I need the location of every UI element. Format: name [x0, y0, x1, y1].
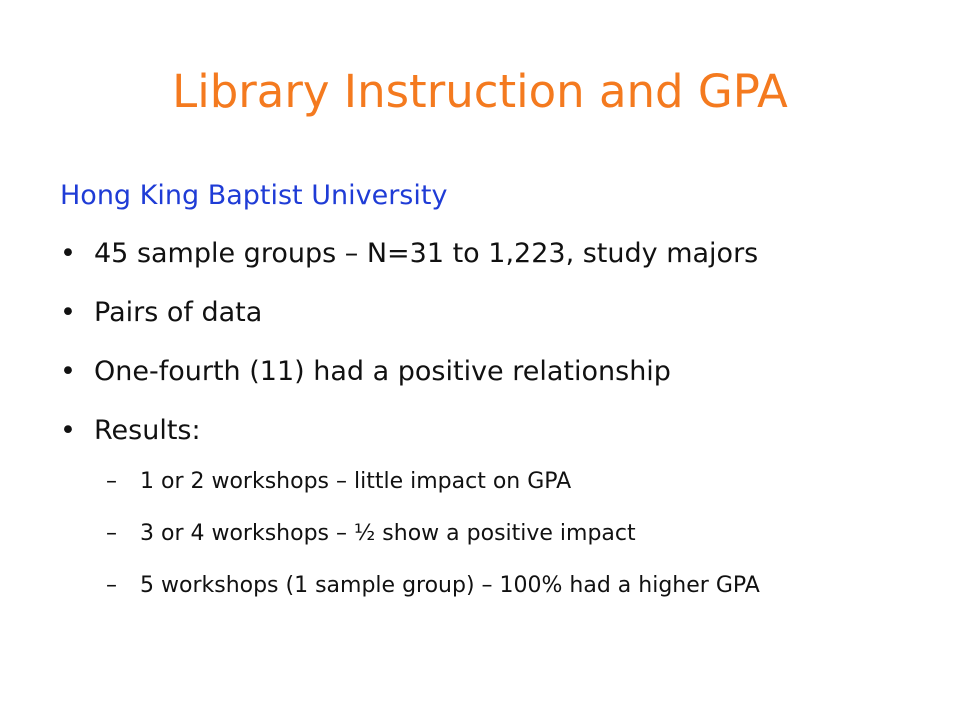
- subheading: Hong King Baptist University: [60, 180, 448, 211]
- bullet-item: [60, 411, 940, 603]
- sub-bullet-text: 3 or 4 workshops – ½ show a positive impact: [140, 521, 636, 546]
- bullet-item: [60, 234, 940, 274]
- bullet-icon: •: [60, 297, 76, 328]
- dash-icon: –: [106, 521, 117, 546]
- bullet-icon: •: [60, 415, 76, 446]
- bullet-list: [60, 234, 940, 603]
- bullet-item: [60, 352, 940, 392]
- bullet-text: 45 sample groups – N=31 to 1,223, study majors: [94, 238, 759, 269]
- bullet-icon: •: [60, 356, 76, 387]
- sub-bullet-item: [94, 465, 930, 499]
- sub-bullet-item: [94, 517, 930, 551]
- slide-title: Library Instruction and GPA: [172, 65, 788, 118]
- bullet-text: Pairs of data: [94, 297, 263, 328]
- sub-bullet-text: 5 workshops (1 sample group) – 100% had a higher GPA: [140, 573, 760, 598]
- dash-icon: –: [106, 573, 117, 598]
- bullet-item: [60, 293, 940, 333]
- bullet-text: One-fourth (11) had a positive relationship: [94, 356, 671, 387]
- sub-bullet-item: [94, 569, 930, 603]
- bullet-icon: •: [60, 238, 76, 269]
- slide-content: [60, 176, 940, 622]
- dash-icon: –: [106, 469, 117, 494]
- sub-bullet-text: 1 or 2 workshops – little impact on GPA: [140, 469, 572, 494]
- sub-bullet-list: [94, 465, 940, 603]
- bullet-text: Results:: [94, 415, 201, 446]
